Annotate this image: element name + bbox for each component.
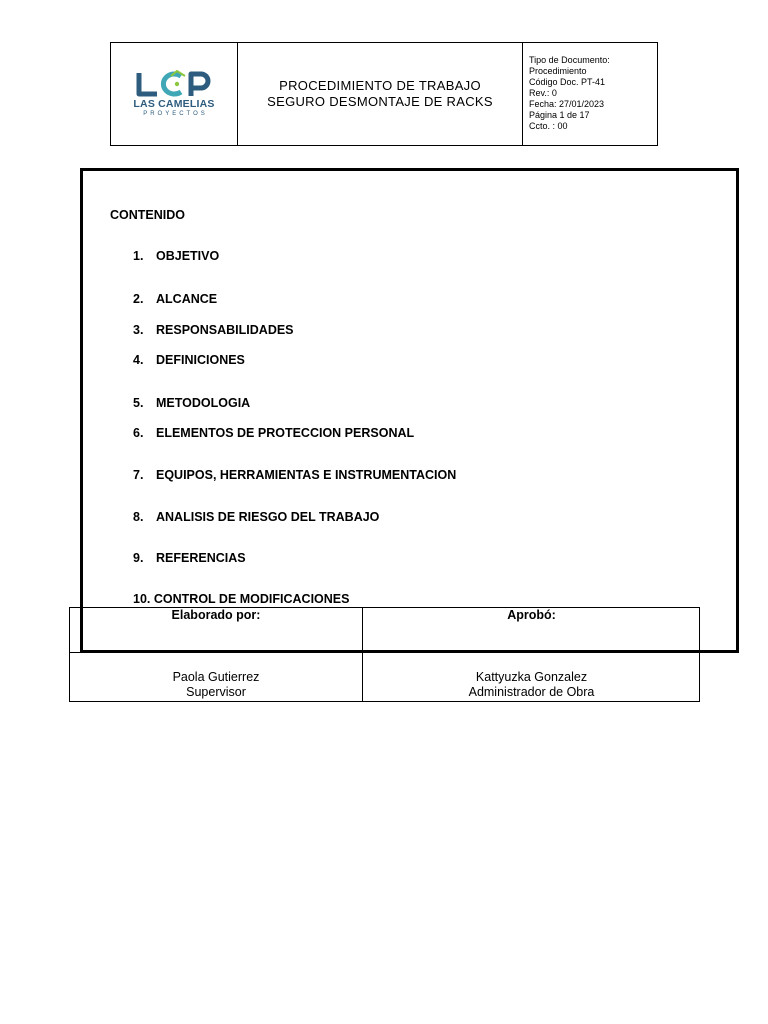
meta-doc-type-label: Tipo de Documento: — [529, 55, 610, 65]
document-header — [110, 42, 658, 146]
approved-by-header: Aprobó: — [507, 608, 556, 622]
toc-item-number: 5. — [133, 396, 144, 410]
toc-item-label: DEFINICIONES — [156, 353, 245, 367]
toc-item-number: 9. — [133, 551, 144, 565]
toc-item-label: EQUIPOS, HERRAMIENTAS E INSTRUMENTACION — [156, 468, 457, 482]
document-title-line-1: PROCEDIMIENTO DE TRABAJO — [279, 78, 481, 93]
toc-item-responsabilidades — [133, 323, 294, 337]
document-metadata — [523, 43, 657, 145]
toc-item-referencias — [133, 551, 246, 565]
meta-doc-type-value: Procedimiento — [529, 66, 587, 76]
toc-item-number: 1. — [133, 249, 144, 263]
meta-date: Fecha: 27/01/2023 — [529, 99, 605, 109]
toc-item-definiciones — [133, 353, 245, 367]
toc-item-label: OBJETIVO — [156, 249, 220, 263]
toc-item-label: METODOLOGIA — [156, 396, 251, 410]
toc-item-objetivo — [133, 249, 219, 263]
document-title — [238, 43, 523, 145]
meta-page: Página 1 de 17 — [529, 110, 590, 120]
toc-item-number: 7. — [133, 468, 144, 482]
toc-item-label: ALCANCE — [156, 292, 218, 306]
prepared-by-role: Supervisor — [186, 685, 246, 699]
company-logo — [111, 43, 238, 145]
toc-item-label: RESPONSABILIDADES — [156, 323, 294, 337]
approved-by-name: Kattyuzka Gonzalez — [475, 670, 588, 684]
toc-item-number: 8. — [133, 510, 144, 524]
signature-table — [69, 607, 700, 702]
toc-item-label: ANALISIS DE RIESGO DEL TRABAJO — [156, 510, 380, 524]
toc-item-number: 10. — [133, 592, 151, 606]
toc-item-label: REFERENCIAS — [156, 551, 246, 565]
document-title-line-2: SEGURO DESMONTAJE DE RACKS — [267, 94, 493, 109]
toc-item-number: 2. — [133, 292, 144, 306]
toc-item-analisis-riesgo — [133, 510, 379, 524]
toc-item-label: CONTROL DE MODIFICACIONES — [153, 592, 350, 606]
toc-item-equipos — [133, 468, 456, 482]
toc-item-control-modificaciones — [133, 592, 349, 606]
logo-company-name: LAS CAMELIAS — [133, 98, 215, 110]
toc-item-elementos-proteccion — [133, 426, 414, 440]
signature-divider-horizontal — [70, 652, 699, 653]
contents-frame — [80, 168, 739, 653]
toc-item-number: 4. — [133, 353, 144, 367]
meta-revision: Rev.: 0 — [529, 88, 557, 98]
lcp-logo-icon — [133, 70, 215, 98]
meta-ccto: Ccto. : 00 — [529, 121, 568, 131]
toc-item-number: 3. — [133, 323, 144, 337]
approved-by-role: Administrador de Obra — [468, 685, 595, 699]
contents-heading: CONTENIDO — [110, 208, 185, 222]
logo-company-subtitle: PROYECTOS — [143, 111, 208, 117]
toc-item-alcance — [133, 292, 217, 306]
toc-item-metodologia — [133, 396, 250, 410]
prepared-by-name: Paola Gutierrez — [172, 670, 260, 684]
prepared-by-header: Elaborado por: — [171, 608, 261, 622]
toc-item-number: 6. — [133, 426, 144, 440]
approved-by-signatory — [363, 670, 700, 700]
prepared-by-signatory — [70, 670, 362, 700]
meta-doc-code: Código Doc. PT-41 — [529, 77, 606, 87]
toc-item-label: ELEMENTOS DE PROTECCION PERSONAL — [156, 426, 415, 440]
